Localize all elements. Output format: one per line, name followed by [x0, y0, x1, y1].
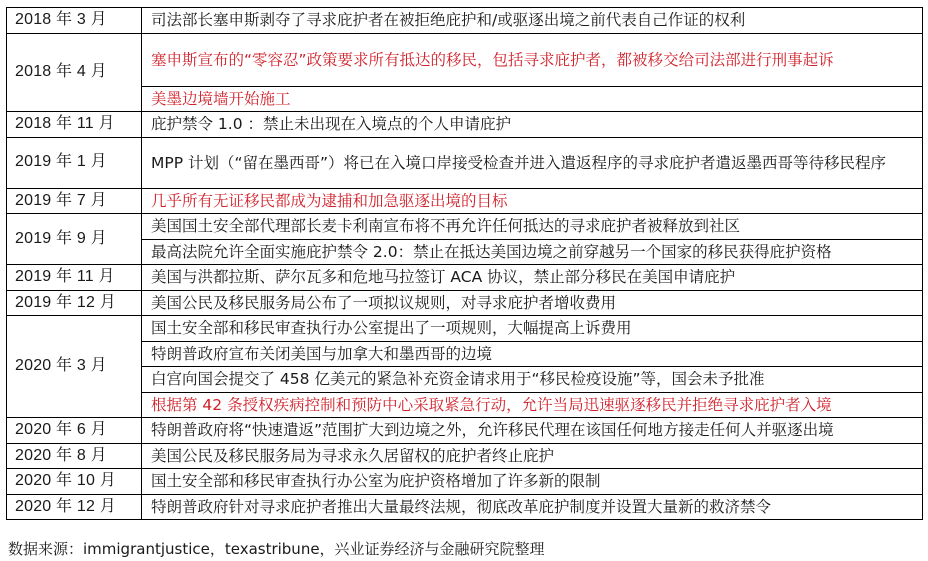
table-row: [7, 443, 923, 469]
table-row: [7, 214, 923, 240]
event-cell: 司法部长塞申斯剥夺了寻求庇护者在被拒绝庇护和/或驱逐出境之前代表自己作证的权利: [142, 8, 923, 34]
date-cell: 2018 年 4 月: [7, 33, 142, 112]
table-row: [7, 86, 923, 112]
event-cell: 国土安全部和移民审查执行办公室为庇护资格增加了许多新的限制: [142, 469, 923, 495]
event-cell: 特朗普政府针对寻求庇护者推出大量最终法规，彻底改革庇护制度并设置大量新的救济禁令: [142, 494, 923, 520]
event-cell: 白宫向国会提交了 458 亿美元的紧急补充资金请求用于“移民检疫设施”等，国会未予批准: [142, 367, 923, 393]
event-cell-highlighted: 塞申斯宣布的“零容忍”政策要求所有抵达的移民，包括寻求庇护者，都被移交给司法部进行刑事起诉: [142, 33, 923, 86]
date-cell: 2019 年 1 月: [7, 137, 142, 188]
table-row: [7, 392, 923, 418]
date-cell: 2020 年 6 月: [7, 418, 142, 444]
date-cell: 2019 年 9 月: [7, 214, 142, 265]
date-cell: 2020 年 10 月: [7, 469, 142, 495]
table-row: [7, 188, 923, 214]
event-cell: 特朗普政府将“快速遣返”范围扩大到边境之外，允许移民代理在该国任何地方接走任何人并驱逐出境: [142, 418, 923, 444]
date-cell: 2018 年 11 月: [7, 112, 142, 138]
date-cell: 2020 年 8 月: [7, 443, 142, 469]
date-cell: 2020 年 12 月: [7, 494, 142, 520]
event-cell: 国土安全部和移民审查执行办公室提出了一项规则，大幅提高上诉费用: [142, 316, 923, 342]
table-row: [7, 469, 923, 495]
event-cell: 最高法院允许全面实施庇护禁令 2.0：禁止在抵达美国边境之前穿越另一个国家的移民获得庇护资格: [142, 239, 923, 265]
event-cell: 美国公民及移民服务局为寻求永久居留权的庇护者终止庇护: [142, 443, 923, 469]
table-row: [7, 316, 923, 342]
date-cell: 2018 年 3 月: [7, 8, 142, 34]
table-row: [7, 341, 923, 367]
table-row: [7, 290, 923, 316]
event-cell: 美国国土安全部代理部长麦卡利南宣布将不再允许任何抵达的寻求庇护者被释放到社区: [142, 214, 923, 240]
event-cell: MPP 计划（“留在墨西哥”）将已在入境口岸接受检查并进入遣返程序的寻求庇护者遣返墨西哥等待移民程序: [142, 137, 923, 188]
source-note: 数据来源：immigrantjustice，texastribune，兴业证券经济与金融研究院整理: [8, 540, 545, 558]
table-row: [7, 494, 923, 520]
event-cell-highlighted: 美墨边境墙开始施工: [142, 86, 923, 112]
table-row: [7, 8, 923, 34]
table-row: [7, 367, 923, 393]
table-row: [7, 418, 923, 444]
table-row: [7, 137, 923, 188]
date-cell: 2019 年 7 月: [7, 188, 142, 214]
table-row: [7, 112, 923, 138]
table-row: [7, 265, 923, 291]
table-row: [7, 239, 923, 265]
event-cell: 美国公民及移民服务局公布了一项拟议规则，对寻求庇护者增收费用: [142, 290, 923, 316]
table-row: [7, 33, 923, 86]
date-cell: 2020 年 3 月: [7, 316, 142, 418]
event-cell-highlighted: 几乎所有无证移民都成为逮捕和加急驱逐出境的目标: [142, 188, 923, 214]
event-cell: 庇护禁令 1.0 ：禁止未出现在入境点的个人申请庇护: [142, 112, 923, 138]
date-cell: 2019 年 11 月: [7, 265, 142, 291]
date-cell: 2019 年 12 月: [7, 290, 142, 316]
event-cell: 特朗普政府宣布关闭美国与加拿大和墨西哥的边境: [142, 341, 923, 367]
event-cell-highlighted: 根据第 42 条授权疾病控制和预防中心采取紧急行动，允许当局迅速驱逐移民并拒绝寻求庇护者入境: [142, 392, 923, 418]
policy-timeline-table: [6, 7, 923, 520]
event-cell: 美国与洪都拉斯、萨尔瓦多和危地马拉签订 ACA 协议，禁止部分移民在美国申请庇护: [142, 265, 923, 291]
